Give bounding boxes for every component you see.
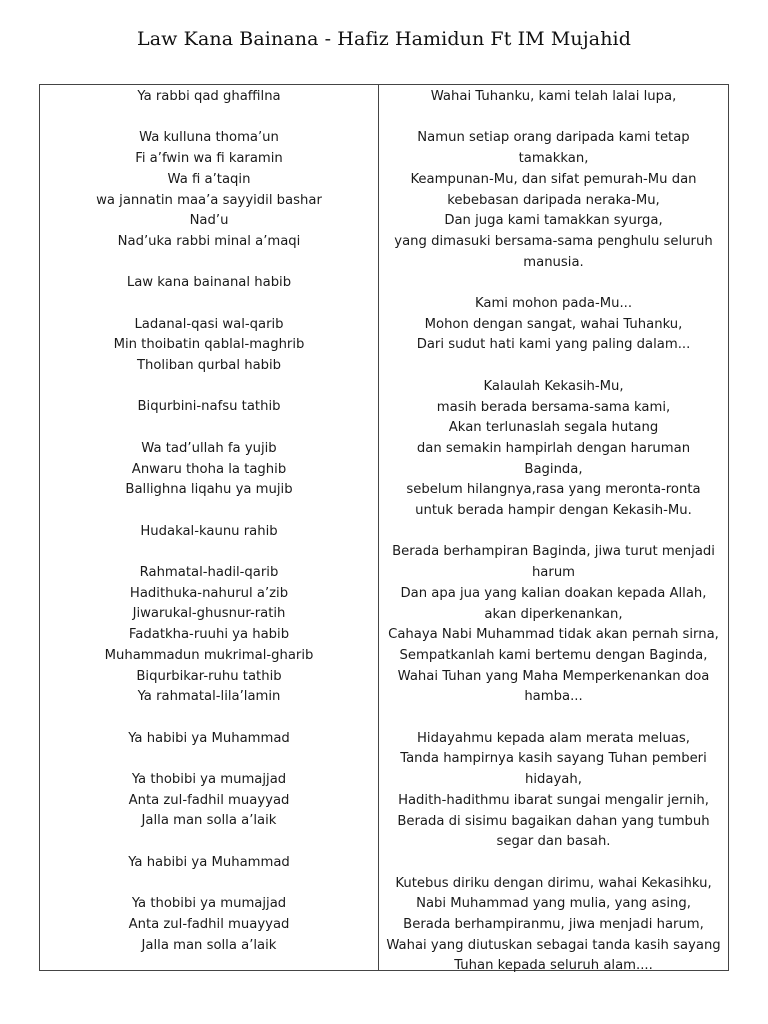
translation-line: segar dan basah. — [496, 834, 611, 850]
translation-line: Dari sudut hati kami yang paling dalam... — [416, 337, 691, 353]
document-title: Law Kana Bainana - Hafiz Hamidun Ft IM Mujahid — [137, 28, 631, 50]
translation-line: hidayah, — [525, 772, 582, 788]
lyric-line — [42, 708, 376, 729]
translation-line: Kalaulah Kekasih-Mu, — [483, 378, 624, 394]
translation-line: tamakkan, — [518, 151, 589, 167]
lyric-line: Nad’uka rabbi minal a’maqi — [117, 233, 301, 249]
lyric-line — [42, 294, 376, 315]
lyric-line: Nad’u — [189, 213, 229, 229]
translation-line: Berada berhampiran Baginda, jiwa turut menjadi — [392, 544, 715, 560]
lyric-line — [42, 253, 376, 274]
lyric-line: Muhammadun mukrimal-gharib — [104, 647, 314, 663]
lyric-line: Law kana bainanal habib — [126, 275, 292, 291]
translation-line: dan semakin hampirlah dengan haruman — [416, 440, 691, 456]
lyric-line: Ya thobibi ya mumajjad — [131, 772, 287, 788]
translation-line: Kami mohon pada-Mu... — [474, 296, 633, 311]
translation-line: hamba... — [524, 689, 583, 705]
lyric-line: Rahmatal-hadil-qarib — [139, 565, 279, 581]
lyric-line: Fadatkha-ruuhi ya habib — [128, 627, 290, 643]
translation-line — [383, 522, 724, 543]
translation-line — [383, 853, 724, 874]
translation-line: Wahai Tuhan yang Maha Memperkenankan doa — [397, 668, 710, 684]
translation-line: harum — [531, 565, 576, 581]
translation-line: Akan terlunaslah segala hutang — [448, 420, 659, 436]
translation-line: Sempatkanlah kami bertemu dengan Baginda, — [399, 647, 708, 663]
lyric-line: Wa fi a’taqin — [167, 171, 251, 187]
lyric-line: Wa kulluna thoma’un — [139, 130, 279, 146]
translation-line: Hidayahmu kepada alam merata meluas, — [417, 730, 690, 746]
lyric-line — [42, 832, 376, 853]
lyric-line: Min thoibatin qablal-maghrib — [113, 337, 305, 353]
lyric-line: Biqurbikar-ruhu tathib — [136, 668, 282, 684]
lyric-line: Tholiban qurbal habib — [136, 358, 282, 374]
lyric-line: Wa tad’ullah fa yujib — [141, 440, 277, 456]
translation-line: Keampunan-Mu, dan sifat pemurah-Mu dan — [410, 171, 697, 187]
translation-line — [383, 708, 724, 729]
translation-line: manusia. — [523, 254, 584, 270]
lyric-line — [42, 377, 376, 398]
translation-line: masih berada bersama-sama kami, — [436, 399, 671, 415]
lyric-line — [42, 874, 376, 895]
translation-line: Mohon dengan sangat, wahai Tuhanku, — [424, 316, 683, 332]
translation-line: Dan apa jua yang kalian doakan kepada Allah, — [400, 585, 707, 601]
lyric-line: wa jannatin maa’a sayyidil bashar — [96, 192, 322, 208]
lyric-line: Ya thobibi ya mumajjad — [131, 896, 287, 912]
translation-line: kebebasan daripada neraka-Mu, — [447, 192, 660, 208]
translation-line — [383, 356, 724, 377]
original-lyrics-column — [40, 85, 379, 970]
translation-line: Tuhan kepada seluruh alam.... — [454, 958, 653, 974]
translation-line: akan diperkenankan, — [484, 606, 623, 622]
lyric-line: Anwaru thoha la taghib — [131, 461, 287, 477]
lyric-line: Hadithuka-nahurul a’zib — [129, 585, 289, 601]
lyric-line: Jiwarukal-ghusnur-ratih — [132, 606, 286, 622]
lyric-line: Ya habibi ya Muhammad — [128, 730, 290, 746]
translation-line: Wahai Tuhanku, kami telah lalai lupa, — [430, 89, 677, 104]
translation-line: sebelum hilangnya,rasa yang meronta-ronta — [406, 482, 701, 498]
lyric-line: Ya habibi ya Muhammad — [128, 854, 290, 870]
lyric-line — [42, 542, 376, 563]
translation-line: yang dimasuki bersama-sama penghulu seluruh — [394, 233, 713, 249]
translation-line: Namun setiap orang daripada kami tetap — [417, 130, 690, 146]
lyric-line: Hudakal-kaunu rahib — [140, 523, 278, 539]
translation-column — [379, 85, 728, 974]
lyric-line — [42, 108, 376, 129]
translation-line: Nabi Muhammad yang mulia, yang asing, — [416, 896, 691, 912]
translation-line: Cahaya Nabi Muhammad tidak akan pernah sirna, — [388, 627, 719, 643]
lyric-line: Ya rahmatal-lila’lamin — [137, 689, 281, 705]
lyric-line — [42, 418, 376, 439]
translation-line: Wahai yang diutuskan sebagai tanda kasih sayang — [386, 937, 721, 953]
lyric-line — [42, 501, 376, 522]
translation-line: Berada berhampiranmu, jiwa menjadi harum, — [403, 917, 704, 933]
lyric-line: Ya rabbi qad ghaffilna — [137, 89, 281, 104]
translation-line: Berada di sisimu bagaikan dahan yang tumbuh — [397, 813, 710, 829]
lyric-line: Ballighna liqahu ya mujib — [125, 482, 293, 498]
lyric-line: Ladanal-qasi wal-qarib — [134, 316, 284, 332]
lyric-line: Fi a’fwin wa fi karamin — [135, 151, 283, 167]
lyric-line: Jalla man solla a’laik — [141, 937, 277, 953]
translation-line: Baginda, — [524, 461, 583, 477]
translation-line: untuk berada hampir dengan Kekasih-Mu. — [415, 503, 692, 519]
translation-line: Kutebus diriku dengan dirimu, wahai Kekasihku, — [395, 875, 712, 891]
translation-line: Tanda hampirnya kasih sayang Tuhan pemberi — [400, 751, 707, 767]
lyric-line: Biqurbini-nafsu tathib — [137, 399, 281, 415]
translation-line — [383, 108, 724, 129]
lyric-line: Jalla man solla a’laik — [141, 813, 277, 829]
translation-line: Dan juga kami tamakkan syurga, — [444, 213, 663, 229]
lyric-line: Anta zul-fadhil muayyad — [128, 792, 290, 808]
lyric-line: Anta zul-fadhil muayyad — [128, 916, 290, 932]
translation-line — [383, 273, 724, 294]
lyric-line — [42, 749, 376, 770]
lyrics-table — [39, 84, 729, 974]
translation-line: Hadith-hadithmu ibarat sungai mengalir jernih, — [398, 792, 709, 808]
